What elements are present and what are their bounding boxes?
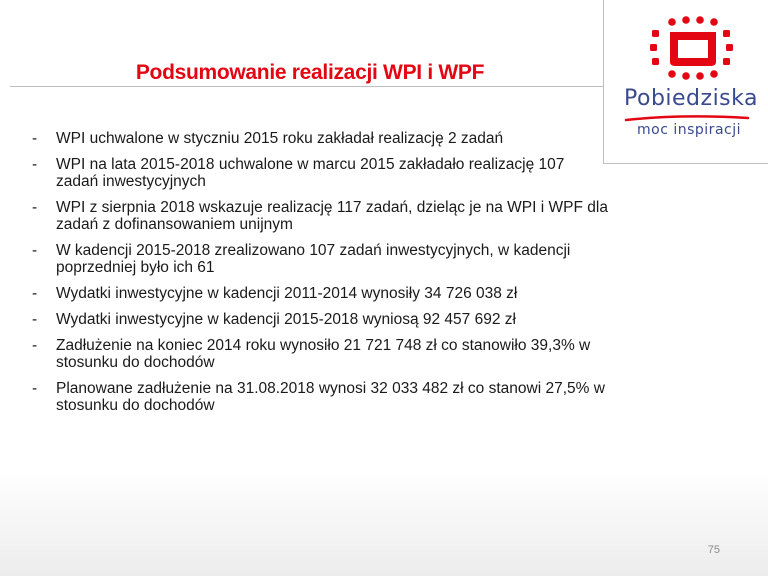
list-item — [30, 199, 610, 233]
bullet-dash: - — [32, 337, 38, 354]
bullet-text: W kadencji 2015-2018 zrealizowano 107 zadań inwestycyjnych, w kadencji poprzedniej było ich 61 — [56, 242, 571, 276]
bullet-dash: - — [32, 311, 38, 328]
list-item — [30, 242, 610, 276]
bullet-dash: - — [32, 285, 38, 302]
list-item — [30, 130, 610, 147]
bullet-dash: - — [32, 130, 38, 147]
pobiedziska-emblem-icon — [604, 0, 768, 90]
bullet-text: WPI na lata 2015-2018 uchwalone w marcu 2015 zakładało realizację 107 zadań inwestycyjnych — [56, 156, 565, 190]
page-number: 75 — [707, 544, 720, 556]
slide-title: Podsumowanie realizacji WPI i WPF — [135, 61, 485, 84]
bullet-dash: - — [32, 242, 38, 259]
bullet-text: WPI z sierpnia 2018 wskazuje realizację 117 zadań, dzieląc je na WPI i WPF dla zadań z dofinansowaniem unijnym — [56, 199, 608, 233]
bullet-dash: - — [32, 156, 38, 173]
bullet-dash: - — [32, 199, 38, 216]
bullet-text: Wydatki inwestycyjne w kadencji 2011-2014 wynosiły 34 726 038 zł — [56, 285, 518, 302]
list-item — [30, 337, 610, 371]
bullet-text: Wydatki inwestycyjne w kadencji 2015-2018 wyniosą 92 457 692 zł — [56, 311, 516, 328]
logo-panel — [603, 0, 768, 164]
bullet-list — [30, 130, 610, 423]
bullet-text: Zadłużenie na koniec 2014 roku wynosiło 21 721 748 zł co stanowiło 39,3% w stosunku do dochodów — [56, 337, 591, 371]
list-item — [30, 311, 610, 328]
list-item — [30, 380, 610, 414]
logo-name: Pobiedziska — [624, 86, 758, 111]
title-divider — [10, 86, 604, 87]
bullet-text: Planowane zadłużenie na 31.08.2018 wynosi 32 033 482 zł co stanowi 27,5% w stosunku do dochodów — [56, 380, 605, 414]
bullet-text: WPI uchwalone w styczniu 2015 roku zakładał realizację 2 zadań — [56, 130, 504, 147]
list-item — [30, 285, 610, 302]
logo-tagline: moc inspiracji — [637, 122, 741, 138]
list-item — [30, 156, 610, 190]
bullet-dash: - — [32, 380, 38, 397]
